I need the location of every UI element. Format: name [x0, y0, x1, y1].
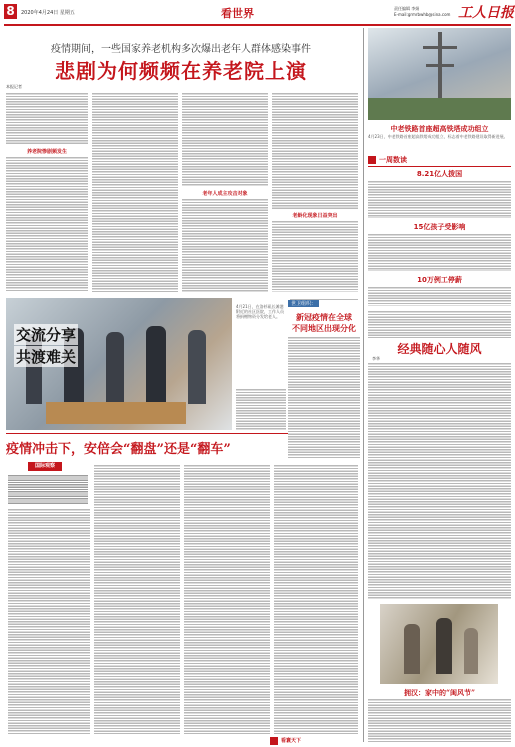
weekly-section [368, 156, 511, 306]
email-line: E-mail:grmrbwhb@sina.com [394, 12, 451, 17]
bottom-col3 [184, 464, 270, 734]
right-feature-text-top [368, 310, 511, 338]
photo-overlay-line2: 共渡难关 [16, 348, 77, 366]
who-label: 世卫组织： [288, 300, 319, 307]
bottom-col1 [8, 508, 90, 734]
main-article-col3 [182, 92, 268, 292]
main-headline: 悲剧为何频频在养老院上演 [55, 59, 307, 83]
weekly-title: 一周数读 [379, 156, 407, 164]
photo-caption: 4月21日，在洛杉矶长滩港附近的社区医院，工作人员将捐赠物资分发给老人。 [236, 304, 284, 319]
right-bottom-photo [380, 604, 498, 684]
kicker: 疫情期间，一些国家养老机构多次爆出老年人群体感染事件 [51, 44, 311, 55]
who-body [288, 336, 360, 458]
photo-overlay-line1: 交流分享 [16, 326, 77, 344]
who-headline-2: 不同地区出现分化 [292, 323, 356, 333]
footer-icon [270, 737, 278, 745]
bottom-col2 [94, 464, 180, 734]
right-bottom-caption: 拥汉：家中的“闺风节” [403, 688, 476, 697]
column-divider [363, 28, 364, 742]
right-top-photo [368, 28, 511, 120]
main-byline: 本报记者 [6, 84, 22, 89]
main-article-col2 [92, 92, 178, 292]
right-feature-byline: 李华 [372, 356, 380, 361]
footer-bar [270, 737, 360, 745]
main-article-col1 [6, 92, 88, 292]
right-top-headline: 中老铁路首座超高铁塔成功组立 [390, 124, 489, 133]
caption-text-block [236, 388, 286, 430]
subhead-1: 养老院惨剧频发生 [26, 149, 67, 155]
main-photo [6, 298, 232, 430]
weekly-icon [368, 156, 376, 164]
bottom-col4 [274, 464, 358, 734]
weekly-item-1: 8.21亿人拨国 [416, 170, 463, 178]
subhead-2: 老年人成主攻击对象 [202, 191, 248, 197]
weekly-item-2: 15亿孩子受影响 [413, 223, 466, 231]
right-feature-body [368, 362, 511, 600]
right-top-caption: 4月23日，中老铁路首座超高铁塔成功组立，标志着中老铁路建设取得新进展。 [368, 134, 508, 139]
footer-label: 看寰天下 [281, 738, 302, 744]
column-label: 国际观察 [28, 462, 62, 471]
masthead-logo: 工人日报 [458, 5, 514, 21]
section-title: 看世界 [221, 7, 254, 20]
page-header [4, 4, 514, 26]
header-rule [4, 24, 511, 26]
who-section [288, 300, 360, 458]
who-headline-1: 新冠疫情在全球 [296, 312, 352, 322]
right-feature-headline: 经典随心人随风 [397, 342, 482, 356]
page-number: 8 [4, 4, 17, 19]
weekly-item-3: 10万例工停薪 [417, 276, 462, 284]
main-article-col4 [272, 92, 358, 292]
editor-line: 责任编辑 李娟 [394, 6, 420, 11]
right-bottom-body [368, 698, 511, 742]
date-line: 2020年4月24日 星期五 [21, 10, 75, 16]
bottom-intro-box [8, 474, 88, 504]
subhead-3: 老龄化现象日益突出 [292, 213, 338, 219]
bottom-headline: 疫情冲击下，安倍会“翻盘”还是“翻车” [6, 442, 231, 457]
